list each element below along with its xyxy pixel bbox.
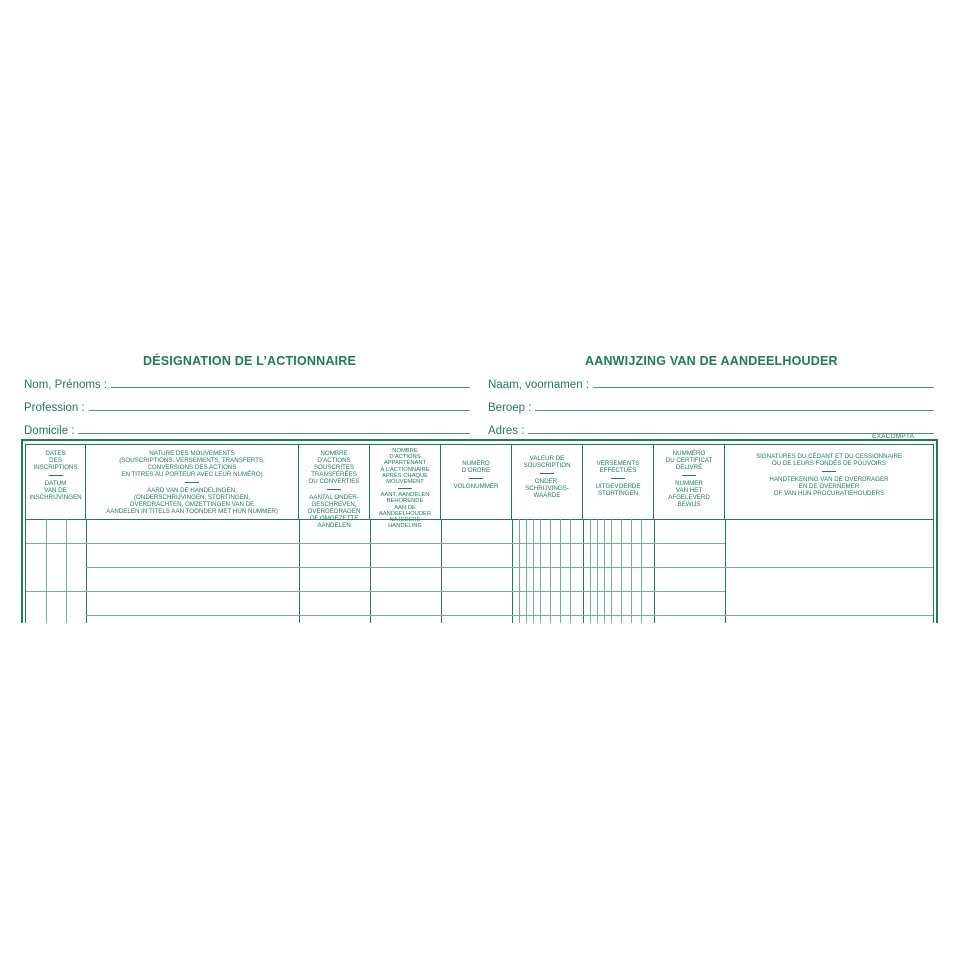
- row-line: [26, 591, 86, 592]
- date-subcolumn-line: [46, 519, 47, 623]
- body-divider-versements: [583, 519, 584, 623]
- adres-field[interactable]: [488, 421, 934, 437]
- body-divider-certificat: [654, 519, 655, 623]
- col-nombre-appartenant-nl: AANT. AANDELEN BEHORENDE AAN DE AANDEELHOUDER NA IEDERE HANDELING: [378, 492, 432, 530]
- col-versements-fr: VERSEMENTS EFFECTUÉS: [596, 460, 640, 474]
- col-nature-sep: [185, 482, 199, 483]
- ledger-inner-frame: [25, 444, 934, 623]
- col-numero-ordre-nl: VOLGNUMMER: [453, 483, 499, 490]
- col-versements-sep: [611, 478, 625, 479]
- col-valeur-fr: VALEUR DE SOUSCRIPTION: [523, 455, 571, 469]
- col-certificat-fr: NUMMÉRO DU CERTIFICAT DÉLIVRÉ: [665, 450, 713, 471]
- col-numero-ordre-sep: [469, 478, 483, 479]
- col-numero-ordre: [441, 445, 512, 519]
- col-nombre-appartenant: [370, 445, 441, 530]
- col-nombre-souscrites: [299, 445, 370, 529]
- valeur-subcolumn-line: [550, 519, 551, 623]
- name-line: [111, 387, 470, 388]
- body-divider-nature: [86, 519, 87, 623]
- naam-line: [593, 387, 934, 388]
- beroep-label: Beroep :: [488, 402, 532, 414]
- name-label: Nom, Prénoms :: [24, 379, 108, 391]
- body-divider-signatures: [725, 519, 726, 623]
- profession-line: [89, 410, 470, 411]
- profession-label: Profession :: [24, 402, 85, 414]
- profession-field[interactable]: [24, 398, 470, 414]
- col-nombre-appartenant-sep: [398, 488, 412, 489]
- col-signatures-fr: SIGNATURES DU CÉDANT ET DU CESSIONNAIRE OU DE LEURS FONDÉS DE POUVOIRS: [755, 453, 903, 467]
- body-divider-ordre: [441, 519, 442, 623]
- versements-subcolumn-line: [631, 519, 632, 623]
- col-signatures: [725, 445, 933, 519]
- col-nombre-souscrites-sep: [327, 489, 341, 490]
- col-signatures-sep: [822, 471, 836, 472]
- naam-label: Naam, voornamen :: [488, 379, 589, 391]
- versements-subcolumn-line: [604, 519, 605, 623]
- valeur-subcolumn-line: [519, 519, 520, 623]
- beroep-field[interactable]: [488, 398, 934, 414]
- col-dates-fr: DATES DES INSCRIPTIONS: [33, 450, 78, 471]
- versements-subcolumn-line: [597, 519, 598, 623]
- col-versements-nl: UITGEVOERDE STORTINGEN: [595, 483, 641, 497]
- left-section-title: DÉSIGNATION DE L’ACTIONNAIRE: [143, 354, 357, 368]
- domicile-label: Domicile :: [24, 425, 75, 437]
- col-dates: [26, 445, 86, 519]
- valeur-subcolumn-line: [526, 519, 527, 623]
- name-field[interactable]: [24, 375, 470, 391]
- signature-row-line: [725, 567, 933, 568]
- col-nombre-souscrites-nl: AANTAL ONDER- GESCHREVEN, OVERGEDRAGEN OF OMGEZETTE AANDELEN: [307, 494, 361, 529]
- col-valeur-sep: [540, 473, 554, 474]
- col-nature-fr: NATURE DES MOUVEMENTS (SOUSCRIPTIONS, VERSEMENTS, TRANSFERTS, CONVERSIONS DES ACTIONS EN TITRES AU PORTEUR AVEC LEUR NUMÉRO): [119, 450, 265, 478]
- col-valeur: [512, 445, 583, 519]
- row-line: [26, 543, 86, 544]
- brand-mark: EXACOMPTA: [872, 433, 915, 440]
- row-line: [86, 615, 725, 616]
- body-divider-valeur: [512, 519, 513, 623]
- valeur-subcolumn-line: [570, 519, 571, 623]
- versements-subcolumn-line: [621, 519, 622, 623]
- row-line: [86, 543, 725, 544]
- row-line: [86, 567, 725, 568]
- body-divider-appartenant: [370, 519, 371, 623]
- col-certificat-sep: [682, 475, 696, 476]
- signature-row-line: [725, 615, 933, 616]
- col-nombre-souscrites-fr: NOMBRE D’ACTIONS SOUSCRITES TRANSFÉRÉES OU CONVERTIES: [308, 450, 360, 485]
- col-certificat: [654, 445, 725, 519]
- ledger-header-row: [26, 445, 933, 530]
- naam-field[interactable]: [488, 375, 934, 391]
- col-dates-nl: DATUM VAN DE INSCHRIJVINGEN: [29, 480, 82, 501]
- valeur-subcolumn-line: [540, 519, 541, 623]
- adres-label: Adres :: [488, 425, 525, 437]
- beroep-line: [535, 410, 934, 411]
- col-dates-sep: [49, 475, 63, 476]
- col-certificat-nl: NUMMER VAN HET AFGELEVERD BEWIJS: [668, 480, 710, 508]
- versements-subcolumn-line: [590, 519, 591, 623]
- col-valeur-nl: ONDER- SCHRIJVINGS- WAARDE: [525, 478, 569, 499]
- col-nature-nl: AARD VAN DE HANDELINGEN, (ONDERSCHRIJVINGEN, STORTINGEN, OVERDRACHTEN, OMZETTINGEN VAN DE AANDELEN IN TITELS AAN TOONDER MET HUN NUMMER): [106, 487, 278, 515]
- domicile-line: [78, 433, 470, 434]
- col-versements: [583, 445, 654, 519]
- date-subcolumn-line: [66, 519, 67, 623]
- col-nature: [86, 445, 299, 519]
- col-numero-ordre-fr: NUMÉRO D’ORDRE: [461, 460, 491, 474]
- row-line: [86, 591, 725, 592]
- col-nombre-appartenant-fr: NOMBRE D’ACTIONS APPARTENANT À L’ACTIONNAIRE APRÈS CHAQUE MOUVEMENT: [380, 448, 430, 486]
- valeur-subcolumn-line: [560, 519, 561, 623]
- valeur-subcolumn-line: [533, 519, 534, 623]
- domicile-field[interactable]: [24, 421, 470, 437]
- right-section-title: AANWIJZING VAN DE AANDEELHOUDER: [585, 354, 838, 368]
- col-signatures-nl: HANDTEKENING VAN DE OVERDRAGER EN DE OVERNEMER OF VAN HUN PROCURATIEHOUDERS: [769, 476, 889, 497]
- versements-subcolumn-line: [611, 519, 612, 623]
- ledger-table: [21, 439, 938, 623]
- versements-subcolumn-line: [641, 519, 642, 623]
- body-divider-nombre: [299, 519, 300, 623]
